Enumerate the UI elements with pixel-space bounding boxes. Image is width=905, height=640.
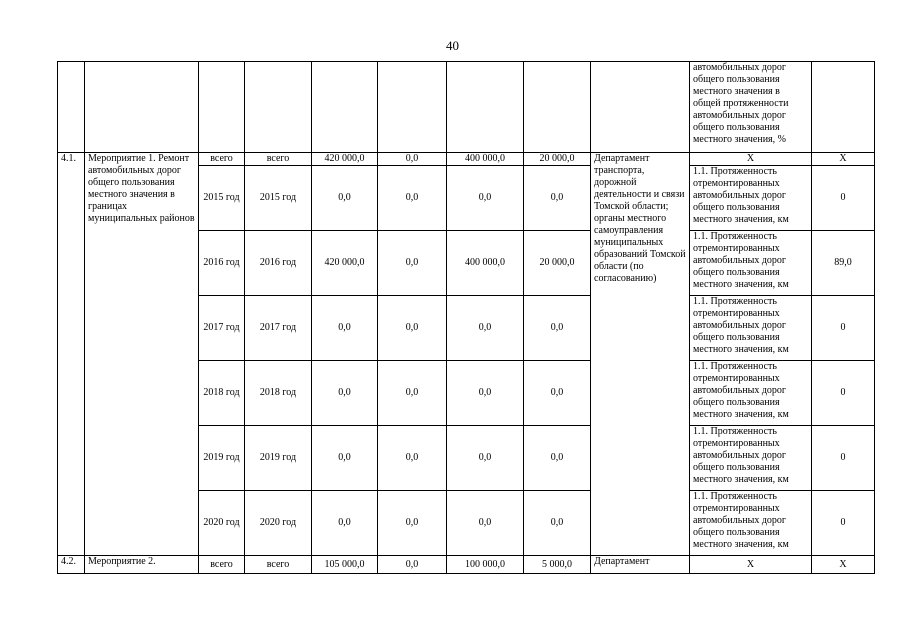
year-cell: всего [245, 556, 312, 574]
amount-cell: 105 000,0 [312, 556, 378, 574]
amount-cell: 0,0 [524, 491, 591, 556]
table-row [58, 556, 875, 574]
year-cell: 2020 год [245, 491, 312, 556]
year-cell: 2019 год [245, 426, 312, 491]
amount-cell: 0,0 [524, 166, 591, 231]
period-cell: 2018 год [199, 361, 245, 426]
indicator-cell: 1.1. Протяженность отремонтированных автомобильных дорог общего пользования местного значения, км [690, 166, 812, 231]
indicator-cell: X [690, 153, 812, 166]
period-cell: 2019 год [199, 426, 245, 491]
amount-cell: 0,0 [447, 361, 524, 426]
amount-cell: 0,0 [312, 166, 378, 231]
value-cell: 0 [812, 361, 875, 426]
indicator-cell: 1.1. Протяженность отремонтированных автомобильных дорог общего пользования местного значения, км [690, 231, 812, 296]
executor-cell: Департамент [591, 556, 690, 574]
period-cell: 2020 год [199, 491, 245, 556]
amount-cell: 100 000,0 [447, 556, 524, 574]
amount-cell: 5 000,0 [524, 556, 591, 574]
indicator-cell: X [690, 556, 812, 574]
amount-cell: 0,0 [378, 166, 447, 231]
amount-cell: 0,0 [524, 361, 591, 426]
indicator-cell: автомобильных дорог общего пользования местного значения в общей протяженности автомобильных дорог общего пользования местного значения, % [690, 62, 812, 153]
value-cell: 0 [812, 426, 875, 491]
amount-cell: 0,0 [447, 491, 524, 556]
year-cell: 2018 год [245, 361, 312, 426]
value-cell: 0 [812, 166, 875, 231]
amount-cell: 0,0 [447, 426, 524, 491]
indicator-cell: 1.1. Протяженность отремонтированных автомобильных дорог общего пользования местного значения, км [690, 491, 812, 556]
amount-cell: 0,0 [378, 153, 447, 166]
value-cell: 0 [812, 296, 875, 361]
item-number: 4.2. [58, 556, 85, 574]
item-number: 4.1. [58, 153, 85, 556]
program-table [57, 61, 875, 574]
amount-cell: 0,0 [378, 491, 447, 556]
table-row [58, 153, 875, 166]
amount-cell: 0,0 [524, 426, 591, 491]
amount-cell: 0,0 [312, 361, 378, 426]
indicator-cell: 1.1. Протяженность отремонтированных автомобильных дорог общего пользования местного значения, км [690, 361, 812, 426]
amount-cell: 420 000,0 [312, 231, 378, 296]
amount-cell: 0,0 [312, 296, 378, 361]
year-cell: всего [245, 153, 312, 166]
year-cell: 2017 год [245, 296, 312, 361]
value-cell: 0 [812, 491, 875, 556]
period-cell: 2017 год [199, 296, 245, 361]
page-number: 40 [446, 38, 459, 53]
amount-cell: 0,0 [378, 296, 447, 361]
amount-cell: 0,0 [312, 491, 378, 556]
executor-cell: Департамент транспорта, дорожной деятельности и связи Томской области; органы местного самоуправления муниципальных образований Томской области (по согласованию) [591, 153, 690, 556]
amount-cell: 20 000,0 [524, 153, 591, 166]
amount-cell: 400 000,0 [447, 153, 524, 166]
value-cell: X [812, 153, 875, 166]
indicator-cell: 1.1. Протяженность отремонтированных автомобильных дорог общего пользования местного значения, км [690, 426, 812, 491]
amount-cell: 420 000,0 [312, 153, 378, 166]
period-cell: 2015 год [199, 166, 245, 231]
amount-cell: 400 000,0 [447, 231, 524, 296]
value-cell: X [812, 556, 875, 574]
period-cell: всего [199, 153, 245, 166]
amount-cell: 0,0 [378, 231, 447, 296]
period-cell: всего [199, 556, 245, 574]
year-cell: 2016 год [245, 231, 312, 296]
measure-name: Мероприятие 2. [85, 556, 199, 574]
period-cell: 2016 год [199, 231, 245, 296]
amount-cell: 0,0 [378, 426, 447, 491]
amount-cell: 0,0 [312, 426, 378, 491]
year-cell: 2015 год [245, 166, 312, 231]
amount-cell: 0,0 [378, 361, 447, 426]
indicator-cell: 1.1. Протяженность отремонтированных автомобильных дорог общего пользования местного значения, км [690, 296, 812, 361]
amount-cell: 0,0 [447, 296, 524, 361]
amount-cell: 0,0 [447, 166, 524, 231]
amount-cell: 0,0 [524, 296, 591, 361]
continuation-row [58, 62, 875, 153]
value-cell: 89,0 [812, 231, 875, 296]
amount-cell: 0,0 [378, 556, 447, 574]
amount-cell: 20 000,0 [524, 231, 591, 296]
measure-name: Мероприятие 1. Ремонт автомобильных дорог общего пользования местного значения в границах муниципальных районов [85, 153, 199, 556]
